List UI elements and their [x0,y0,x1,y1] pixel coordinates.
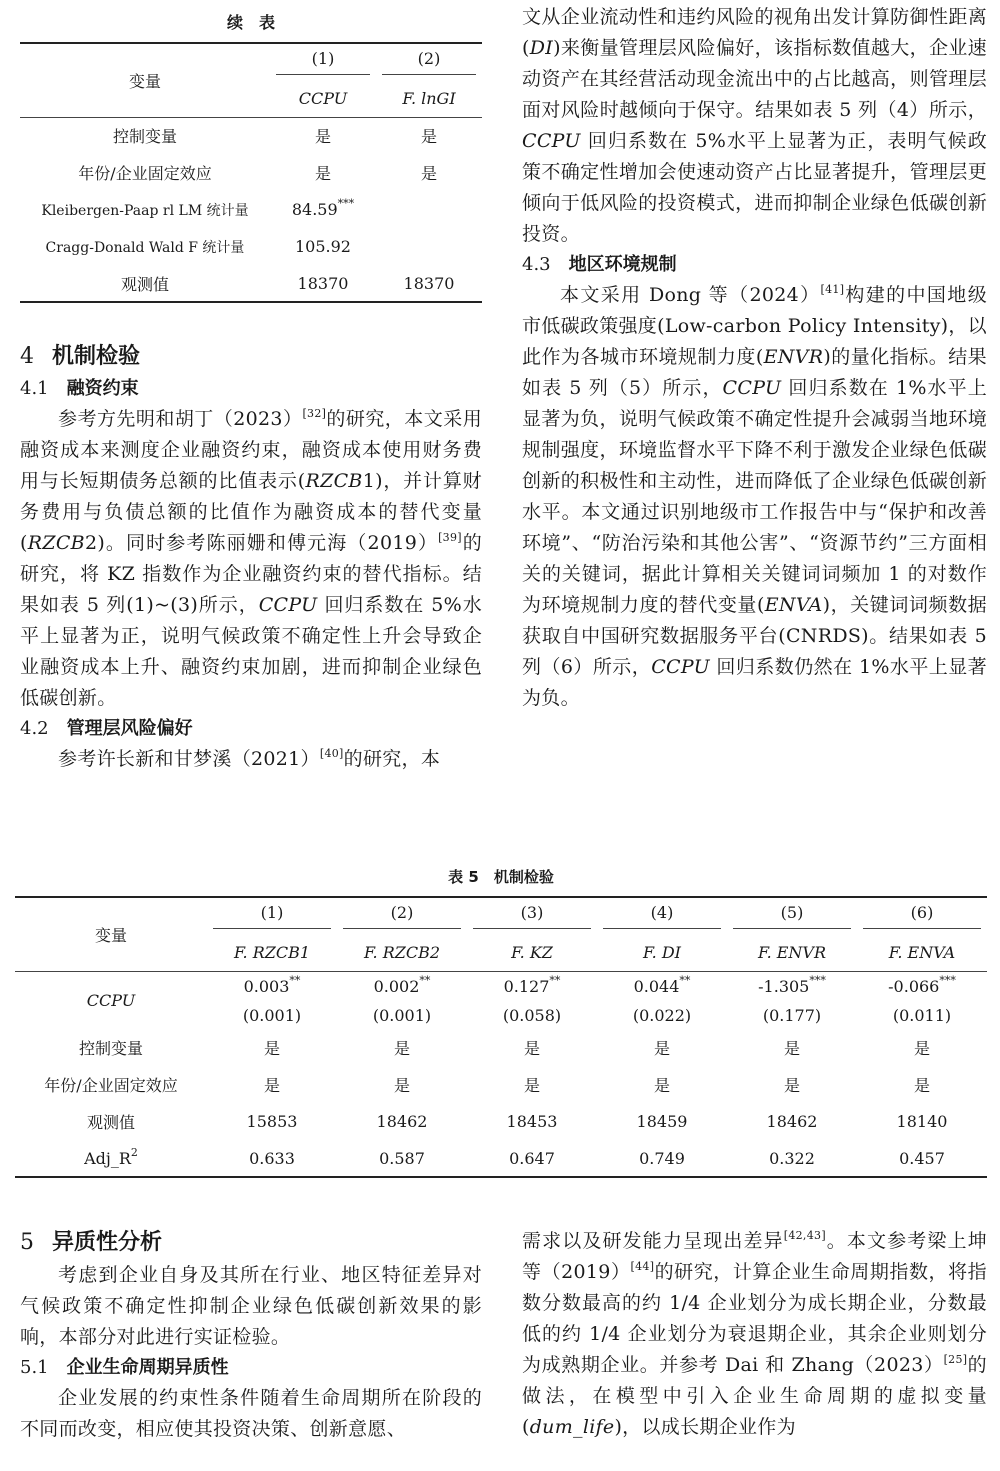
paragraph: 考虑到企业自身及其所在行业、地区特征差异对气候政策不确定性抑制企业绿色低碳创新效果的影响，本部分对此进行实证检验。 [20,1264,482,1348]
continued-table-caption: 续 表 [226,13,275,32]
table-row: (0.001) (0.001) (0.058) (0.022) (0.177) (0.011) [242,1005,952,1025]
table-col-name: CCPU [298,88,348,108]
paragraph: 本文采用 Dong 等（2024）[41]构建的中国地级市低碳政策强度(Low-carbon Policy Intensity)，以此作为各城市环境规制力度(ENVR)的量化指标。结果如表 5 列（5）所示，CCPU 回归系数在 1%水平上显著为负，说明气候政策不确定性提升会减弱当地环境规制强度，环境监督水平下降不利于激发企业绿色低碳创新的积极性和主动性，进而降低了企业绿色低碳创新水平。本文通过识别地级市工作报告中与“保护和改善环境”、“防治污染和其他公害”、“资源节约”三方面相关的关键词，据此计算相关关键词词频加 1 的对数作为环境规制力度的替代变量(ENVA)，关键词词频数据获取自中国研究数据服务平台(CNRDS)。结果如表 5 列（6）所示，CCPU 回归系数仍然在 1%水平上显著为负。 [522,283,988,709]
paragraph: 参考许长新和甘梦溪（2021）[40]的研究，本 [58,747,441,770]
table-row: Kleibergen-Paap rl LM 统计量 84.59*** [41,197,355,219]
table-row: 年份/企业固定效应 是 是 是 是 是 是 [44,1076,930,1095]
table-col-num: (2) [382,49,476,75]
subsection-heading: 4.2 管理层风险偏好 [20,718,193,739]
section-heading: 5 异质性分析 [20,1230,163,1255]
paragraph: 参考方先明和胡丁（2023）[32]的研究，本文采用融资成本来测度企业融资约束，融资成本使用财务费用与长短期债务总额的比值表示(RZCB1)，并计算财务费用与负债总额的比值作为融资成本的替代变量(RZCB2)。同时参考陈丽姗和傅元海（2019）[39]的研究，将 KZ 指数作为企业融资约束的替代指标。结果如表 5 列(1)~(3)所示，CCPU 回归系数在 5%水平上显著为正，说明气候政策不确定性上升会导致企业融资成本上升、融资约束加剧，进而抑制企业绿色低碳创新。 [20,407,482,709]
table-row: 控制变量 是 是 [112,127,437,147]
right-column-top [522,2,987,714]
table-row: 观测值 18370 18370 [20,265,482,302]
continued-table [20,42,482,303]
subsection-heading: 4.3 地区环境规制 [522,254,677,275]
left-column-sec4 [20,340,482,775]
table5: 变量 (1) (2) (3) (4) (5) (6) F. RZCB1 F. RZCB2 F. KZ F. DI F. ENVR F. ENVA CCPU 0.003** 0.002** 0.127** 0.044** -1.305*** -0.066*** (0.001) (0.001) (0.058) (0.022) (0.177) (0.011) 控制变量 是 是 是 是 是 是 年份/企业固定效应 是 是 是 是 是 是 观测值 15853 18462 18453 18459 18462 18140 $Adj\_R^2$ 0.633 0.587 0.647 0.749 0.322 0.457 [15,896,987,1178]
subsection-heading: 4.1 融资约束 [20,378,139,399]
table-row: Cragg-Donald Wald F 统计量 105.92 [45,237,351,256]
left-column-sec5 [20,1226,482,1445]
paragraph: 企业发展的约束性条件随着生命周期所在阶段的不同而改变，相应使其投资决策、创新意愿、 [20,1387,482,1440]
table-row: 年份/企业固定效应 是 是 [78,164,437,183]
paragraph: 文从企业流动性和违约风险的视角出发计算防御性距离(DI)来衡量管理层风险偏好，该指标数值越大，企业速动资产在其经营活动现金流出中的占比越高，则管理层面对风险时越倾向于保守。结果如表 5 列（4）所示，CCPU 回归系数在 5%水平上显著为正，表明气候政策不确定性增加会使速动资产占比显著提升，管理层更倾向于低风险的投资模式，进而抑制企业绿色低碳创新投资。 [522,6,987,245]
table-row: $Adj\_R^2$ 0.633 0.587 0.647 0.749 0.322 0.457 [15,1140,987,1177]
table5-caption: 表 5 机制检验 [448,868,554,886]
table-row: CCPU 0.003** 0.002** 0.127** 0.044** -1.305*** -0.066*** [86,973,956,1010]
subsection-heading: 5.1 企业生命周期异质性 [20,1357,229,1378]
table-col-num: (1) [276,49,370,75]
paragraph: 需求以及研发能力呈现出差异[42,43]。本文参考梁上坤等（2019）[44]的研究，计算企业生命周期指数，将指数分数最高的约 1/4 企业划分为成长期企业，分数最低的约 1/4 企业划分为衰退期企业，其余企业则划分为成熟期企业。并参考 Dai 和 Zhang（2023）[25]的做法，在模型中引入企业生命周期的虚拟变量(dum_life)，以成长期企业作为 [522,1229,987,1438]
ccpu-label: CCPU [86,990,136,1010]
table-var-header: 变量 [15,897,207,971]
section-heading: 4 机制检验 [20,344,141,369]
table-var-header: 变量 [20,43,270,117]
right-column-sec5 [522,1226,987,1443]
table-col-name: F. lnGI [402,88,456,108]
table-row: 观测值 15853 18462 18453 18459 18462 18140 [86,1112,948,1132]
table-row: 控制变量 是 是 是 是 是 是 [78,1039,930,1058]
